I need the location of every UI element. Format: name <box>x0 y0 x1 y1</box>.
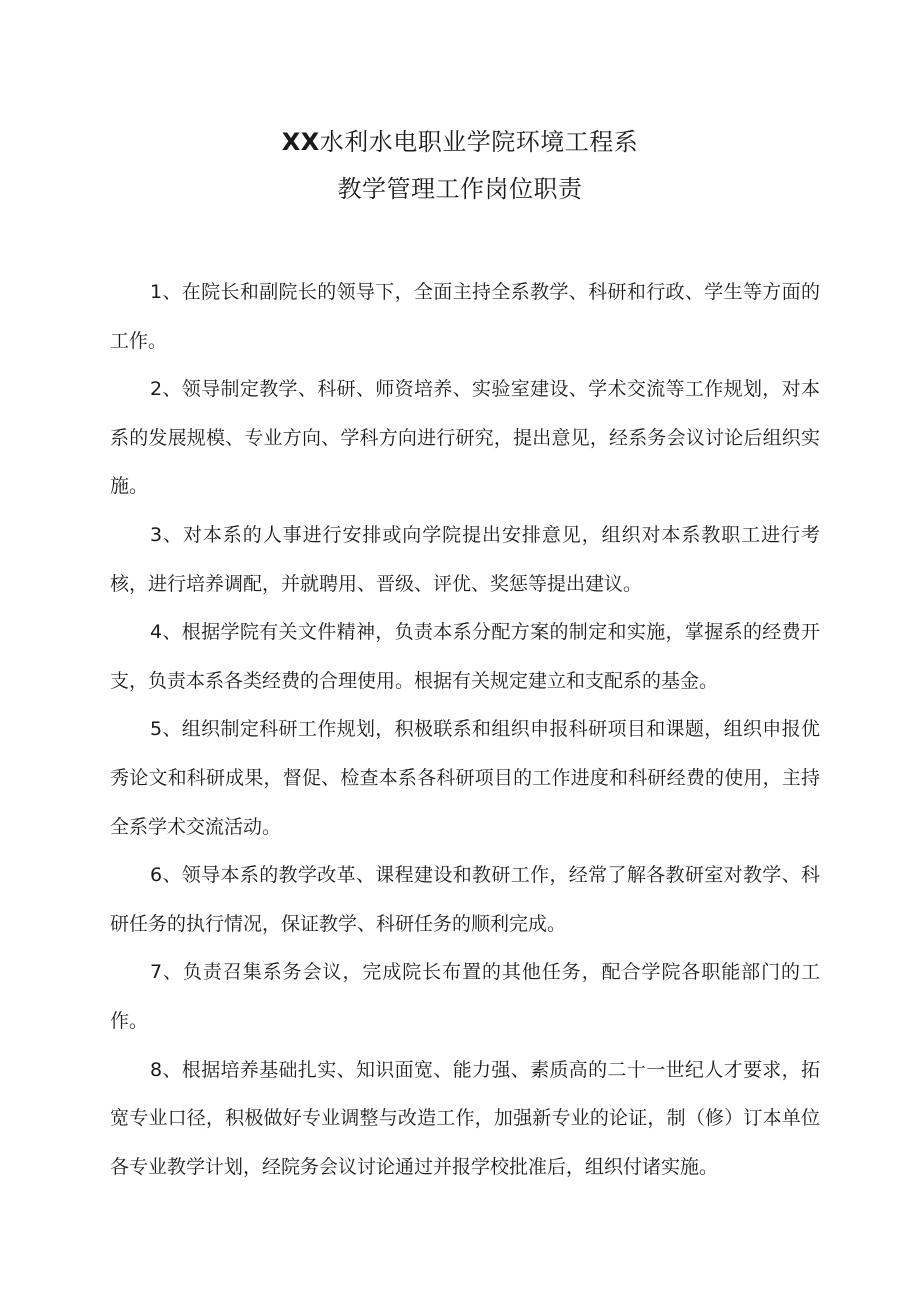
duty-paragraph-7: 7、负责召集系务会议，完成院长布置的其他任务，配合学院各职能部门的工作。 <box>110 961 820 1032</box>
duty-paragraph-3: 3、对本系的人事进行安排或向学院提出安排意见，组织对本系教职工进行考核，进行培养调配，并就聘用、晋级、评优、奖惩等提出建议。 <box>110 523 820 595</box>
duty-paragraph-8: 8、根据培养基础扎实、知识面宽、能力强、素质高的二十一世纪人才要求，拓宽专业口径，积极做好专业调整与改造工作，加强新专业的论证，制（修）订本单位各专业教学计划，经院务会议讨论通过并报学校批准后，组织付诸实施。 <box>110 1058 820 1178</box>
document-body <box>110 268 820 1191</box>
document-title-line-2: 教学管理工作岗位职责 <box>337 175 583 203</box>
title-department: 水利水电职业学院环境工程系 <box>319 128 639 156</box>
duty-paragraph-5: 5、组织制定科研工作规划，积极联系和组织申报科研项目和课题，组织申报优秀论文和科研成果，督促、检查本系各科研项目的工作进度和科研经费的使用，主持全系学术交流活动。 <box>110 718 820 838</box>
duty-paragraph-6: 6、领导本系的教学改革、课程建设和教研工作，经常了解各教研室对教学、科研任务的执行情况，保证教学、科研任务的顺利完成。 <box>110 864 820 935</box>
duty-paragraph-2: 2、领导制定教学、科研、师资培养、实验室建设、学术交流等工作规划，对本系的发展规模、专业方向、学科方向进行研究，提出意见，经系务会议讨论后组织实施。 <box>110 378 820 498</box>
title-prefix: XX <box>281 128 320 156</box>
duty-paragraph-1: 1、在院长和副院长的领导下，全面主持全系教学、科研和行政、学生等方面的工作。 <box>110 281 820 352</box>
document-title-line-1 <box>0 127 920 157</box>
duty-paragraph-4: 4、根据学院有关文件精神，负责本系分配方案的制定和实施，掌握系的经费开支，负责本系各类经费的合理使用。根据有关规定建立和支配系的基金。 <box>110 621 820 692</box>
